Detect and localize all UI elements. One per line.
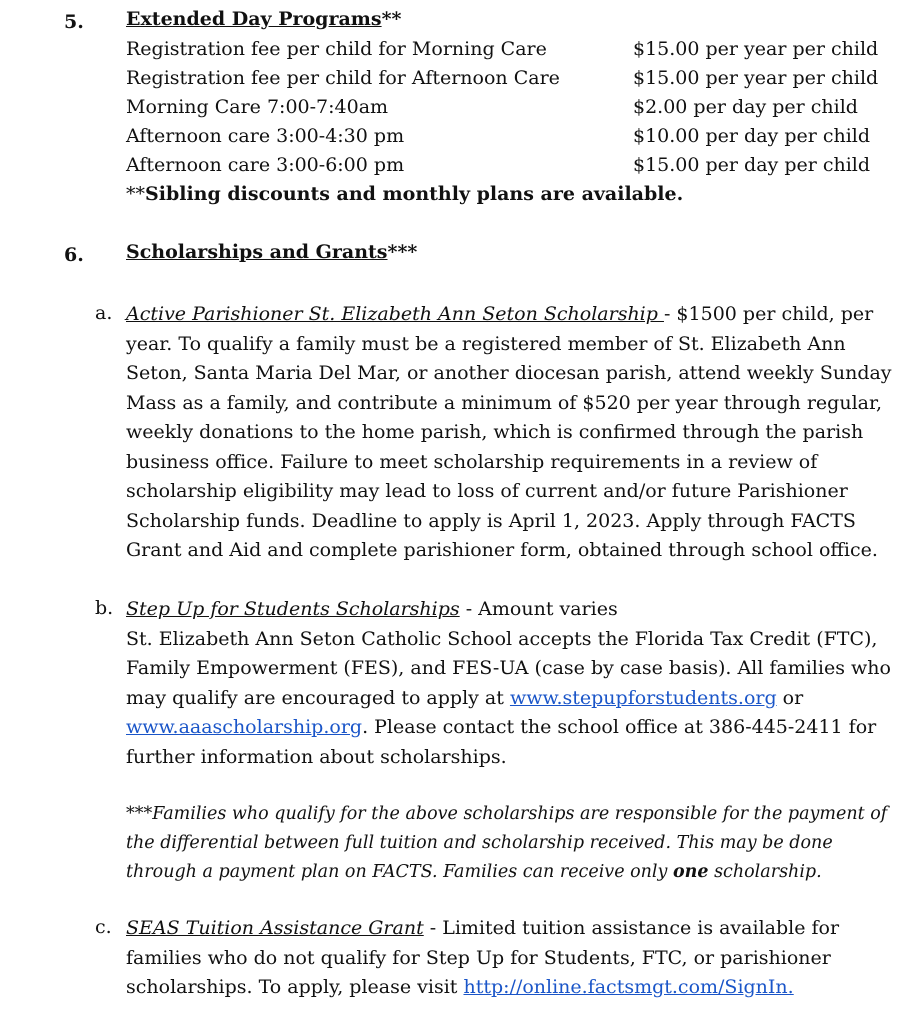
section-6-heading <box>126 241 417 263</box>
item-a-title: Active Parishioner St. Elizabeth Ann Seton Scholarship <box>126 303 664 325</box>
stepup-link[interactable]: www.stepupforstudents.org <box>509 686 777 709</box>
item-c-letter: c. <box>95 916 112 938</box>
fee-label: Afternoon care 3:00-4:30 pm <box>126 125 405 147</box>
section-6-title-mark: *** <box>387 241 418 263</box>
item-b-title: Step Up for Students Scholarships <box>126 598 460 620</box>
item-a-paragraph <box>126 300 896 566</box>
fee-label: Morning Care 7:00-7:40am <box>126 96 389 118</box>
section-5-heading <box>126 8 401 30</box>
fee-value: $15.00 per year per child <box>633 67 879 89</box>
item-b-title-suffix: - Amount varies <box>459 598 618 620</box>
fee-row <box>126 96 886 125</box>
footnote-text-2: scholarship. <box>708 862 822 882</box>
item-c-paragraph <box>126 914 896 1003</box>
sibling-note-text: Sibling discounts and monthly plans are available. <box>145 183 684 205</box>
item-b-text-1: St. Elizabeth Ann Seton Catholic School accepts the Florida Tax Credit (FTC), Family Empowerment (FES), and FES-UA (case by case basis). All families who may qualify are encouraged to apply at <box>126 627 891 709</box>
scholarship-footnote <box>126 800 896 887</box>
fee-row <box>126 67 886 96</box>
section-6-title: Scholarships and Grants <box>126 241 388 263</box>
footnote-text-1: Families who qualify for the above scholarships are responsible for the payment of the differential between full tuition and scholarship received. This may be done through a payment plan on FACTS. Families can receive only <box>126 804 888 882</box>
fee-row <box>126 154 886 183</box>
sibling-note-mark: ** <box>126 183 145 205</box>
facts-signin-link[interactable]: http://online.factsmgt.com/SignIn. <box>463 976 794 998</box>
fee-value: $10.00 per day per child <box>633 125 871 147</box>
section-6-number: 6. <box>64 244 84 266</box>
fee-value: $15.00 per day per child <box>633 154 871 176</box>
item-b-text-3: . Please contact the school office at 386-445-2411 for further information about scholarships. <box>126 716 877 768</box>
section-5-title-mark: ** <box>381 8 402 30</box>
fee-row <box>126 125 886 154</box>
sibling-note <box>126 183 683 205</box>
fee-label: Afternoon care 3:00-6:00 pm <box>126 154 405 176</box>
section-5-number: 5. <box>64 11 84 33</box>
aaascholarship-link[interactable]: www.aaascholarship.org <box>126 716 363 738</box>
item-b-paragraph <box>126 595 896 772</box>
fee-label: Registration fee per child for Morning Care <box>126 38 547 60</box>
item-b-text-2: or <box>776 686 804 709</box>
fee-value: $2.00 per day per child <box>633 96 858 118</box>
section-5-title: Extended Day Programs <box>126 8 382 30</box>
item-a-text: - $1500 per child, per year. To qualify a family must be a registered member of St. Elizabeth Ann Seton, Santa Maria Del Mar, or another diocesan parish, attend weekly Sunday Mass as a family, and contribute a minimum of $520 per year through regular, weekly donations to the home parish, which is confirmed through the parish business office. Failure to meet scholarship requirements in a review of scholarship eligibility may lead to loss of current and/or future Parishioner Scholarship funds. Deadline to apply is April 1, 2023. Apply through FACTS Grant and Aid and complete parishioner form, obtained through school office. <box>126 303 892 561</box>
footnote-mark: *** <box>126 804 153 824</box>
fee-row <box>126 38 886 67</box>
fee-value: $15.00 per year per child <box>633 38 879 60</box>
item-c-title: SEAS Tuition Assistance Grant <box>126 917 424 939</box>
fee-label: Registration fee per child for Afternoon Care <box>126 67 560 89</box>
item-b-letter: b. <box>95 597 114 619</box>
item-a-letter: a. <box>95 302 113 324</box>
item-c-text: - Limited tuition assistance is available for families who do not qualify for Step Up for Students, FTC, or parishioner scholarships. To apply, please visit <box>126 917 840 998</box>
footnote-emphasis: one <box>672 862 709 882</box>
